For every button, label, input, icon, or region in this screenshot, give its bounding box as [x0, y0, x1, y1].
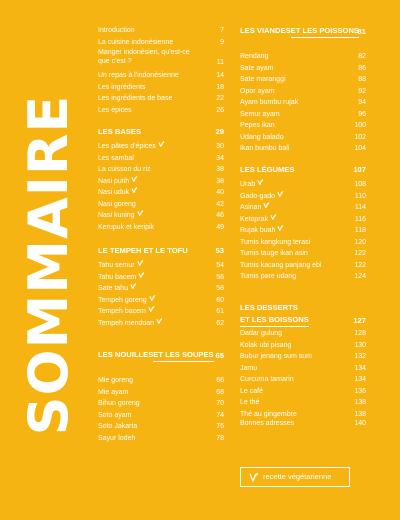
section-heading — [240, 25, 366, 38]
toc-entry-label: Rendang — [240, 53, 269, 60]
vegetarian-icon — [149, 295, 156, 301]
toc-entry — [98, 318, 224, 329]
toc-entry — [240, 237, 366, 248]
toc-entry-page: 88 — [358, 76, 366, 83]
toc-entry — [98, 176, 224, 187]
section-heading-line: LES NOUILLES — [98, 350, 154, 359]
toc-entry — [240, 214, 366, 225]
vegetarian-icon — [263, 202, 270, 208]
toc-entry-page: 78 — [216, 434, 224, 442]
toc-entry — [240, 386, 366, 397]
toc-entry-label: Mie ayam — [98, 388, 129, 396]
toc-entry-page: 26 — [216, 106, 224, 114]
toc-entry-label: Tumis kangkung terasi — [240, 238, 311, 246]
toc-entry — [98, 210, 224, 221]
toc-entry-label: Pepes ikan — [240, 122, 275, 129]
section-heading-line: LES VIANDES — [240, 26, 291, 35]
toc-entry-page: 56 — [216, 273, 224, 281]
toc-entry-page: 134 — [354, 376, 366, 383]
vegetarian-icon — [138, 272, 145, 278]
section-page: 81 — [357, 27, 366, 36]
toc-entry-label: Les sambal — [98, 154, 134, 162]
toc-entry — [98, 421, 224, 432]
vegetarian-icon — [148, 306, 155, 312]
toc-entry-label: Kolak ubi pisang — [240, 341, 292, 349]
toc-entry-page: 34 — [216, 154, 224, 162]
toc-entry — [98, 433, 224, 444]
section-heading-line: LES LÉGUMES — [240, 165, 295, 174]
vegetarian-icon — [270, 214, 277, 220]
toc-entry-label: Gado-gado — [240, 191, 284, 202]
toc-entry — [240, 63, 366, 74]
toc-entry-label: Bubur jenang sum sum — [240, 353, 312, 360]
toc-entry-label: La cuisine indonésienne — [98, 38, 174, 46]
toc-entry-page: 96 — [358, 110, 366, 118]
toc-entry-label: Curcuma tamarin — [240, 376, 294, 383]
toc-entry-label: Un repas à l'indonésienne — [98, 72, 179, 79]
toc-entry-page: 30 — [216, 143, 224, 150]
toc-entry — [98, 398, 224, 409]
toc-entry — [98, 93, 224, 104]
toc-entry-label: Rujak buah — [240, 225, 284, 236]
toc-entry — [98, 82, 224, 93]
toc-entry-page: 138 — [354, 399, 366, 406]
toc-entry-label: Ikan bumbu bali — [240, 145, 290, 152]
toc-entry — [98, 141, 224, 152]
toc-entry — [240, 351, 366, 362]
toc-entry-label: Nasi kuning — [98, 210, 144, 221]
toc-entry-page: 100 — [354, 122, 366, 129]
section-heading-line: LES BASES — [98, 127, 142, 136]
toc-entry-page: 108 — [354, 181, 366, 188]
toc-entry-page: 110 — [354, 192, 366, 200]
toc-entry-label: Le café — [240, 387, 263, 395]
toc-entry-label: Nasi goreng — [98, 200, 136, 208]
toc-entry-label: Bonnes adresses — [240, 420, 295, 427]
section-heading — [98, 245, 224, 257]
toc-entry — [98, 187, 224, 198]
section-page: 107 — [353, 165, 366, 174]
toc-entry-page: 66 — [216, 377, 224, 384]
toc-entry-page: 18 — [216, 83, 224, 91]
vegetarian-icon — [131, 187, 138, 193]
toc-entry-page: 94 — [358, 99, 366, 106]
vegetarian-icon — [137, 260, 144, 266]
toc-entry — [240, 51, 366, 62]
toc-entry-page: 42 — [216, 200, 224, 208]
toc-entry-page: 116 — [354, 215, 366, 223]
vegetarian-legend — [240, 467, 350, 487]
toc-entry-page: 104 — [354, 145, 366, 152]
toc-entry-page: 134 — [354, 364, 366, 372]
toc-entry — [98, 410, 224, 421]
toc-entry — [240, 397, 366, 408]
toc-entry-label: Tahu semur — [98, 260, 144, 271]
toc-entry-page: 140 — [354, 420, 366, 427]
toc-entry-label: Sayur lodeh — [98, 434, 136, 442]
toc-entry-page: 76 — [216, 423, 224, 430]
vegetarian-icon — [156, 318, 163, 324]
toc-entry-label: Tempeh bacem — [98, 306, 155, 317]
toc-entry-page: 132 — [354, 353, 366, 360]
toc-entry-page: 60 — [216, 296, 224, 304]
toc-entry-label: Tempeh goreng — [98, 295, 156, 306]
toc-entry-page: 14 — [216, 72, 224, 79]
toc-entry — [240, 225, 366, 236]
vegetarian-icon — [131, 176, 138, 182]
toc-entry-page: 22 — [216, 95, 224, 102]
toc-entry — [98, 283, 224, 294]
toc-entry-label: Les ingrédients — [98, 83, 146, 91]
toc-entry-label: Urab — [240, 179, 264, 190]
toc-entry-label: Bihun goreng — [98, 400, 140, 407]
toc-entry-page: 58 — [216, 285, 224, 292]
section-heading-line: LE TEMPEH ET LE TOFU — [98, 246, 188, 255]
page-title: SOMMAIRE — [17, 94, 80, 436]
section-page: 127 — [353, 316, 366, 325]
toc-entry — [240, 328, 366, 339]
toc-entry-label: Soto ayam — [98, 411, 132, 419]
toc-entry-label: Ketoprak — [240, 214, 277, 225]
toc-entry-page: 49 — [216, 223, 224, 231]
toc-entry-page: 46 — [216, 212, 224, 219]
toc-entry-label: Mie goreng — [98, 377, 134, 384]
toc-entry-label: Dadar gulung — [240, 330, 283, 337]
toc-entry-page: 11 — [216, 59, 224, 66]
section-page: 65 — [215, 351, 224, 360]
toc-entry-page: 7 — [220, 27, 224, 34]
toc-entry — [240, 143, 366, 154]
toc-entry — [98, 37, 224, 48]
toc-entry-label: La cuisson du riz — [98, 166, 151, 173]
toc-entry — [240, 248, 366, 259]
toc-entry — [98, 199, 224, 210]
toc-entry — [240, 179, 366, 190]
toc-entry — [98, 222, 224, 233]
toc-entry — [98, 306, 224, 317]
toc-entry-page: 136 — [354, 387, 366, 395]
toc-entry-page: 92 — [358, 87, 366, 95]
toc-entry-page: 114 — [354, 204, 366, 211]
vegetarian-icon — [249, 472, 259, 482]
section-heading-line: LES DESSERTS — [240, 303, 298, 312]
section-heading-line: ET LES SOUPES — [153, 349, 213, 362]
toc-entry-page: 68 — [216, 388, 224, 396]
toc-entry-page: 70 — [216, 400, 224, 407]
section-page: 29 — [215, 127, 224, 136]
section-heading — [240, 164, 366, 176]
toc-entry-label: Tumis pare udang — [240, 273, 297, 280]
vegetarian-icon — [158, 141, 165, 147]
toc-entry — [98, 70, 224, 81]
toc-entry-page: 38 — [216, 177, 224, 185]
toc-entry — [98, 25, 224, 36]
toc-entry-page: 9 — [220, 38, 224, 46]
toc-entry-page: 61 — [216, 308, 224, 315]
toc-entry-label: Tahu bacem — [98, 272, 145, 283]
toc-entry — [240, 74, 366, 85]
toc-entry-page: 118 — [354, 227, 366, 234]
toc-entry-label: Les ingrédients de base — [98, 95, 173, 102]
toc-entry-page: 54 — [216, 262, 224, 269]
toc-entry-label: Introduction — [98, 27, 135, 34]
toc-entry-label: Opor ayam — [240, 87, 275, 95]
toc-entry-label: Sate ayam — [240, 64, 274, 72]
toc-entry-label: Les épices — [98, 106, 132, 114]
toc-entry — [98, 272, 224, 283]
toc-entry-label: Soto Jakarta — [98, 423, 138, 430]
section-heading — [98, 126, 224, 138]
toc-entry-label: Nasi putih — [98, 176, 138, 187]
toc-entry-label: Udang balado — [240, 133, 284, 141]
toc-entry-label: Tumis kacang panjang ebi — [240, 261, 322, 269]
toc-entry-page: 128 — [354, 330, 366, 337]
toc-entry — [240, 202, 366, 213]
toc-entry-page: 86 — [358, 64, 366, 72]
toc-entry — [240, 86, 366, 97]
toc-entry-label: Les pâtes d'épices — [98, 141, 165, 152]
toc-entry-page: 122 — [354, 261, 366, 269]
toc-entry — [240, 363, 366, 374]
toc-entry — [98, 164, 224, 175]
toc-entry-page: 40 — [216, 189, 224, 196]
toc-entry — [98, 387, 224, 398]
toc-entry-page: 102 — [354, 133, 366, 141]
toc-entry — [240, 260, 366, 271]
toc-entry-page: 82 — [358, 53, 366, 60]
toc-entry — [98, 260, 224, 271]
toc-entry-label: Jamu — [240, 364, 258, 372]
vegetarian-icon — [137, 210, 144, 216]
toc-entry-label: Thé au gingembre — [240, 410, 297, 418]
toc-entry — [98, 105, 224, 116]
toc-entry-page: 62 — [216, 319, 224, 327]
toc-entry-page: 130 — [354, 341, 366, 349]
toc-entry — [240, 132, 366, 143]
toc-entry-label: Tumis tauge ikan asin — [240, 250, 308, 257]
vegetarian-icon — [277, 191, 284, 197]
toc-entry-page: 74 — [216, 411, 224, 419]
toc-entry-label: Semur ayam — [240, 110, 280, 118]
toc-entry-page: 138 — [354, 410, 366, 418]
toc-entry — [240, 191, 366, 202]
toc-entry-label: Manger indonésien, qu'est-ce que c'est ? — [98, 49, 190, 65]
section-heading-line: ET LES POISSONS — [291, 25, 359, 38]
toc-entry-label: Le thé — [240, 399, 260, 406]
toc-entry — [98, 295, 224, 306]
toc-entry — [240, 120, 366, 131]
toc-entry-label: Ayam bumbu rujak — [240, 99, 299, 106]
toc-entry — [240, 97, 366, 108]
vegetarian-icon — [130, 283, 137, 289]
vegetarian-icon — [277, 225, 284, 231]
toc-entry — [240, 271, 366, 282]
toc-entry-label: Sate tahu — [98, 283, 137, 294]
section-heading — [98, 349, 224, 362]
toc-entry — [240, 374, 366, 385]
toc-entry-page: 124 — [354, 273, 366, 280]
toc-entry-page: 122 — [354, 250, 366, 257]
toc-entry-label: Sate maranggi — [240, 76, 286, 83]
section-page: 53 — [215, 246, 224, 255]
toc-entry-label: Kerupuk et keripik — [98, 223, 155, 231]
toc-entry-label: Tempeh mendoan — [98, 318, 163, 329]
section-heading — [240, 302, 366, 327]
toc-entry-label: Asinan — [240, 202, 270, 213]
legend-label: recette végétarienne — [263, 472, 332, 481]
vegetarian-icon — [257, 179, 264, 185]
toc-entry-label: Nasi uduk — [98, 187, 138, 198]
toc-entry — [98, 375, 224, 386]
toc-entry-page: 120 — [354, 238, 366, 246]
toc-entry — [240, 418, 366, 429]
toc-entry-page: 38 — [216, 166, 224, 173]
toc-entry — [240, 340, 366, 351]
toc-entry — [98, 153, 224, 164]
toc-entry — [98, 48, 224, 68]
toc-entry — [240, 109, 366, 120]
section-heading-line: ET LES BOISSONS — [240, 314, 309, 327]
